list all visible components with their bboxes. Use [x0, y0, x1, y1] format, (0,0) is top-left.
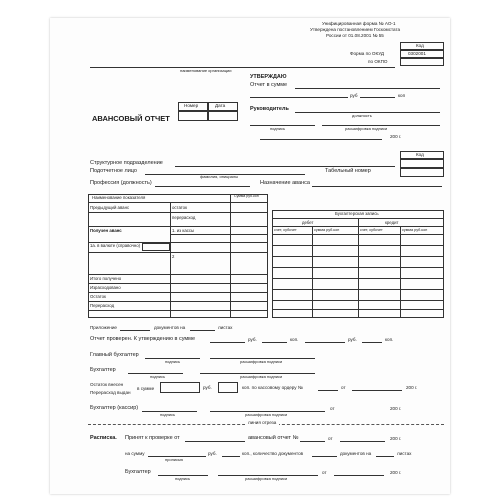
number-field[interactable] — [178, 111, 208, 121]
right-row-line — [272, 226, 444, 227]
account-header: счет, субсчет — [274, 228, 297, 232]
checked-rub2: руб. — [348, 337, 357, 342]
accountant-decoding-caption: расшифровка подписи — [240, 374, 283, 379]
signature-caption: подпись — [270, 126, 286, 131]
right-row-line — [272, 256, 444, 257]
report-sum-rub-line[interactable] — [250, 97, 348, 98]
report-sum-label: Отчет в сумме — [250, 82, 288, 88]
okud-code-value: 0302001 — [408, 51, 426, 56]
report-sum-line[interactable] — [295, 88, 440, 89]
prev-advance-label: Предыдущий аванс — [90, 205, 130, 210]
receipt-sheets-label: листах — [397, 451, 412, 456]
report-no-line[interactable] — [300, 441, 325, 442]
right-row-line — [272, 278, 444, 279]
row-2-label: 2 — [172, 254, 175, 259]
from-cash-label: 1. из кассы — [172, 228, 195, 233]
in-words-caption: прописью — [165, 457, 184, 462]
doc-title: АВАНСОВЫЙ ОТЧЕТ — [92, 114, 170, 123]
receipt-from2: от — [322, 470, 327, 475]
kop-count-label: коп., количество документов — [242, 451, 304, 456]
checked-kop: коп. — [290, 337, 299, 342]
tab-number-box[interactable] — [400, 168, 444, 177]
profession-line[interactable] — [155, 186, 250, 187]
rest-deposited-label: Остаток внесен — [90, 382, 124, 387]
receipt-sheets-line[interactable] — [376, 456, 394, 457]
form-sheet — [50, 18, 450, 494]
deposit-rub: руб. — [203, 385, 212, 390]
unified-form-text: Унифицированная форма № АО-1 — [322, 21, 396, 26]
report-sum-rub: руб — [350, 93, 358, 98]
right-row-line — [272, 234, 444, 235]
account2-header: счет, субсчет — [360, 228, 383, 232]
right-col-1 — [312, 226, 313, 318]
report-sum-kop: коп — [398, 93, 406, 98]
balance-label: остаток — [172, 205, 187, 210]
purpose-line[interactable] — [312, 186, 442, 187]
attachment-label: Приложение — [90, 325, 117, 330]
left-row-line — [88, 202, 268, 203]
left-row-line — [88, 292, 268, 293]
cashier-label: Бухгалтер (кассир) — [90, 405, 139, 411]
docs-count-line[interactable] — [312, 456, 337, 457]
attachment-count-line[interactable] — [120, 330, 150, 331]
docs-on-label: документов на — [154, 325, 186, 330]
receipt-year: 200 г. — [390, 436, 402, 441]
sum2-header: сумма руб.коп — [402, 228, 428, 232]
in-sum-label: в сумме — [137, 386, 155, 391]
on-sum-kop-line[interactable] — [222, 456, 240, 457]
date-field[interactable] — [208, 111, 238, 121]
right-row-line — [272, 245, 444, 246]
org-name-line[interactable] — [90, 67, 395, 68]
receipt-label: Расписка. — [90, 435, 117, 441]
approved-by-text: Утверждена постановлением Госкомстата — [310, 27, 401, 32]
accepted-label: Принят к проверке от — [125, 435, 180, 441]
receipt-signature-caption: подпись — [175, 476, 191, 481]
tab-number-label: Табельный номер — [325, 168, 371, 174]
overrun-paid-label: Перерасход выдан — [90, 390, 131, 395]
checked-kop2: коп. — [385, 337, 394, 342]
accountant-label: Бухгалтер — [90, 367, 116, 373]
on-sum-rub: руб. — [208, 451, 217, 456]
spent-label: Израсходовано — [90, 285, 121, 290]
number-label: Номер — [184, 103, 199, 108]
accepted-from-line[interactable] — [185, 441, 245, 442]
order-number-line[interactable] — [318, 390, 338, 391]
purpose-label: Назначение аванса — [260, 180, 310, 186]
left-row-line — [88, 274, 268, 275]
receipt-on-label: документов на — [340, 451, 372, 456]
approve-date-line[interactable] — [260, 139, 382, 140]
left-row-line — [88, 310, 268, 311]
credit-label: кредит — [385, 220, 399, 225]
sheets-count-line[interactable] — [190, 330, 215, 331]
order-from-label: от — [341, 385, 346, 390]
right-row-line — [272, 267, 444, 268]
left-row-line — [88, 301, 268, 302]
cashier-decoding-caption: расшифровка подписи — [245, 412, 288, 417]
left-row-line — [88, 212, 268, 213]
kop-by-order-label: коп. по кассовому ордеру № — [242, 385, 303, 390]
department-line[interactable] — [175, 166, 395, 167]
total-received-label: Итого получено — [90, 276, 122, 281]
left-row-line — [88, 252, 268, 253]
checked-label: Отчет проверен. К утверждению в сумме — [90, 336, 196, 342]
code-header-label: Код — [416, 43, 424, 48]
okud-label: Форма по ОКУД — [350, 51, 385, 56]
receipt-decoding-caption: расшифровка подписи — [245, 476, 288, 481]
order-date-line[interactable] — [352, 390, 402, 391]
order-year: 200 г. — [406, 385, 418, 390]
org-name-caption: наименование организации — [180, 68, 232, 73]
checked-sum-line[interactable] — [210, 342, 245, 343]
debit-label: дебет — [302, 220, 314, 225]
profession-label: Профессия (должность) — [90, 180, 152, 186]
received-label: Получен аванс — [90, 228, 122, 233]
deposit-sum-box[interactable] — [160, 382, 200, 393]
sheets-label: листах — [218, 325, 233, 330]
left-row-line — [88, 283, 268, 284]
okpo-code-box[interactable] — [400, 58, 444, 66]
col-sum-header: Сумма руб.коп — [234, 194, 259, 198]
receipt-year2: 200 г. — [390, 470, 402, 475]
on-sum-label: на сумму — [125, 451, 145, 456]
okpo-label: по ОКПО — [368, 59, 388, 64]
checked-words-line[interactable] — [305, 342, 345, 343]
rest-label: Остаток — [90, 294, 106, 299]
receipt-accountant-label: Бухгалтер — [125, 469, 151, 475]
checked-rub: руб. — [248, 337, 257, 342]
deposit-kop-box[interactable] — [218, 382, 238, 393]
date-label: Дата — [215, 103, 226, 108]
decoding-caption: расшифровка подписи — [345, 126, 388, 131]
chief-signature-caption: подпись — [165, 359, 181, 364]
chief-decoding-caption: расшифровка подписи — [240, 359, 283, 364]
col-name-header: Наименование показателя — [92, 195, 146, 200]
department-code-box[interactable] — [400, 159, 444, 168]
overspend-label: перерасход — [172, 215, 196, 220]
cashier-from: от — [330, 406, 335, 411]
foreign-currency-box[interactable] — [142, 243, 170, 251]
checked-kop2-line[interactable] — [362, 342, 382, 343]
head-label: Руководитель — [250, 106, 289, 112]
cashier-signature-caption: подпись — [160, 412, 176, 417]
left-row-line — [88, 226, 268, 227]
checked-kop-line[interactable] — [262, 342, 287, 343]
accountant-signature-caption: подпись — [150, 374, 166, 379]
cut-line-label: линия отреза — [245, 421, 279, 426]
report-sum-kop-line[interactable] — [360, 97, 395, 98]
foreign-label: 1а. в валюте (справочно) — [90, 243, 141, 248]
receipt-date2-line[interactable] — [334, 475, 384, 476]
report-no-label: авансовый отчет № — [248, 435, 299, 441]
person-code-label: Код — [416, 152, 424, 157]
chief-accountant-label: Главный бухгалтер — [90, 352, 139, 358]
receipt-date-line[interactable] — [340, 441, 385, 442]
name-caption: фамилия, инициалы — [200, 174, 239, 179]
russia-from-text: России от 01.08.2001 № 55 — [326, 33, 384, 38]
left-row-line — [170, 234, 268, 235]
position-caption: должность — [352, 113, 372, 118]
approve-year: 200 г. — [390, 134, 402, 139]
right-col-split — [358, 218, 359, 318]
department-label: Структурное подразделение — [90, 160, 163, 166]
cashier-year: 200 г. — [390, 406, 402, 411]
right-row-line — [272, 300, 444, 301]
overrun-label: Перерасход — [90, 303, 115, 308]
accounting-title: Бухгалтерская запись — [335, 211, 379, 216]
right-col-3 — [400, 226, 401, 318]
sum-header: сумма руб.коп — [314, 228, 340, 232]
receipt-from: от — [328, 436, 333, 441]
approve-title: УТВЕРЖДАЮ — [250, 74, 287, 80]
right-row-line — [272, 289, 444, 290]
accountable-label: Подотчетное лицо — [90, 168, 137, 174]
right-row-line — [272, 309, 444, 310]
